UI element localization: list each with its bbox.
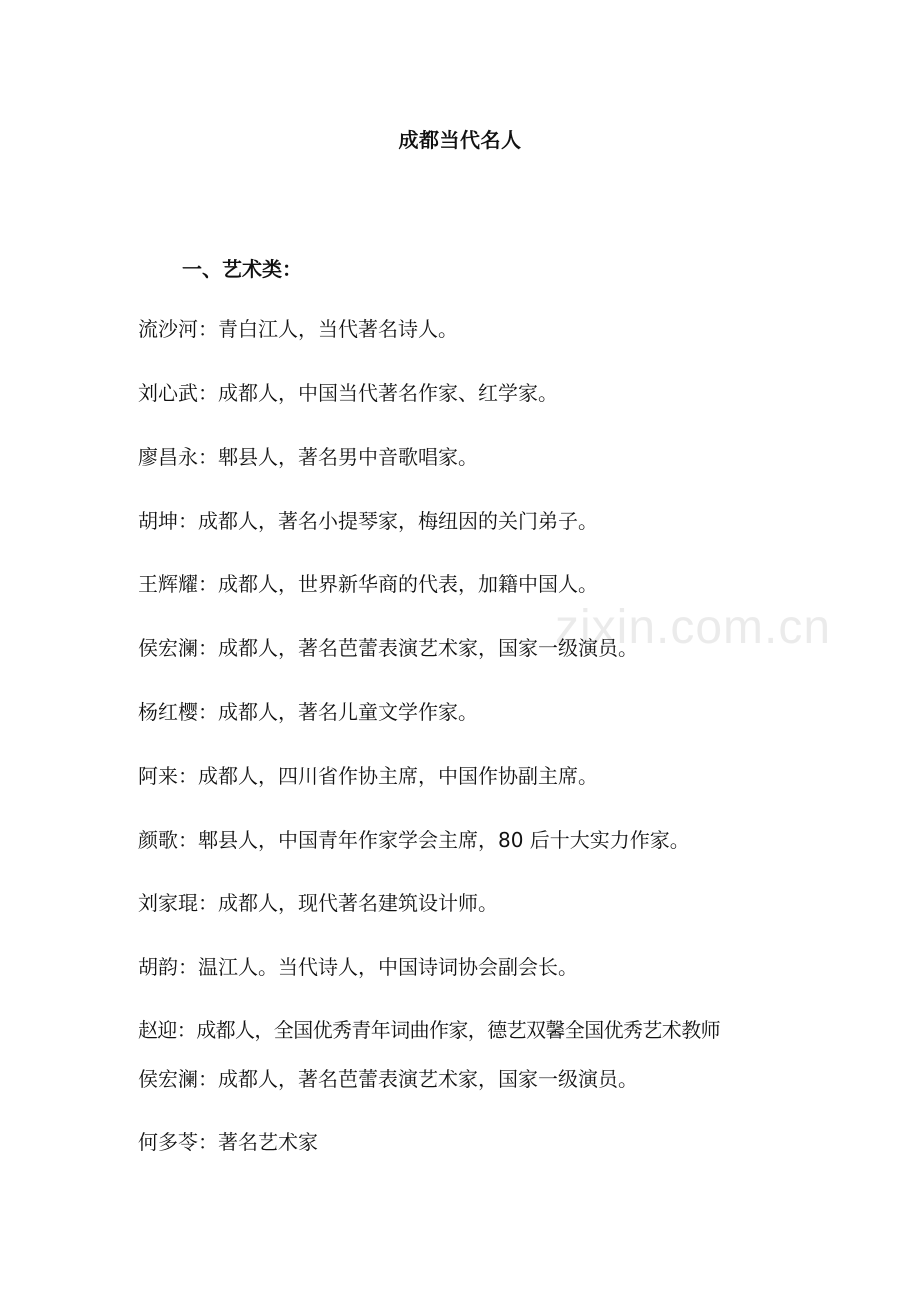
entry-liu-xinwu: 刘心武：成都人，中国当代著名作家、红学家。 <box>138 381 558 405</box>
entry-he-duoling: 何多苓：著名艺术家 <box>138 1130 318 1154</box>
section-heading: 一、艺术类： <box>182 257 302 281</box>
entry-liu-jiakun: 刘家琨：成都人，现代著名建筑设计师。 <box>138 891 498 915</box>
entry-hou-honglan: 侯宏澜：成都人，著名芭蕾表演艺术家，国家一级演员。 <box>138 636 638 660</box>
entry-zhao-ying: 赵迎：成都人，全国优秀青年词曲作家，德艺双馨全国优秀艺术教师 <box>138 1018 720 1042</box>
entry-yan-ge: 颜歌：郫县人，中国青年作家学会主席，80 后十大实力作家。 <box>138 828 690 852</box>
entry-liu-shahe: 流沙河：青白江人，当代著名诗人。 <box>138 317 458 341</box>
entry-hu-kun: 胡坤：成都人，著名小提琴家，梅纽因的关门弟子。 <box>138 509 598 533</box>
entry-yang-hongying: 杨红樱：成都人，著名儿童文学作家。 <box>138 700 478 724</box>
entry-liao-changyong: 廖昌永：郫县人，著名男中音歌唱家。 <box>138 445 478 469</box>
entry-wang-huiyao: 王辉耀：成都人，世界新华商的代表，加籍中国人。 <box>138 572 598 596</box>
entry-hu-yun: 胡韵：温江人。当代诗人，中国诗词协会副会长。 <box>138 955 578 979</box>
entry-hou-honglan-repeat: 侯宏澜：成都人，著名芭蕾表演艺术家，国家一级演员。 <box>138 1067 638 1091</box>
watermark-text: zixin.com.cn <box>555 601 832 654</box>
entry-a-lai: 阿来：成都人，四川省作协主席，中国作协副主席。 <box>138 764 598 788</box>
document-title: 成都当代名人 <box>398 128 522 152</box>
